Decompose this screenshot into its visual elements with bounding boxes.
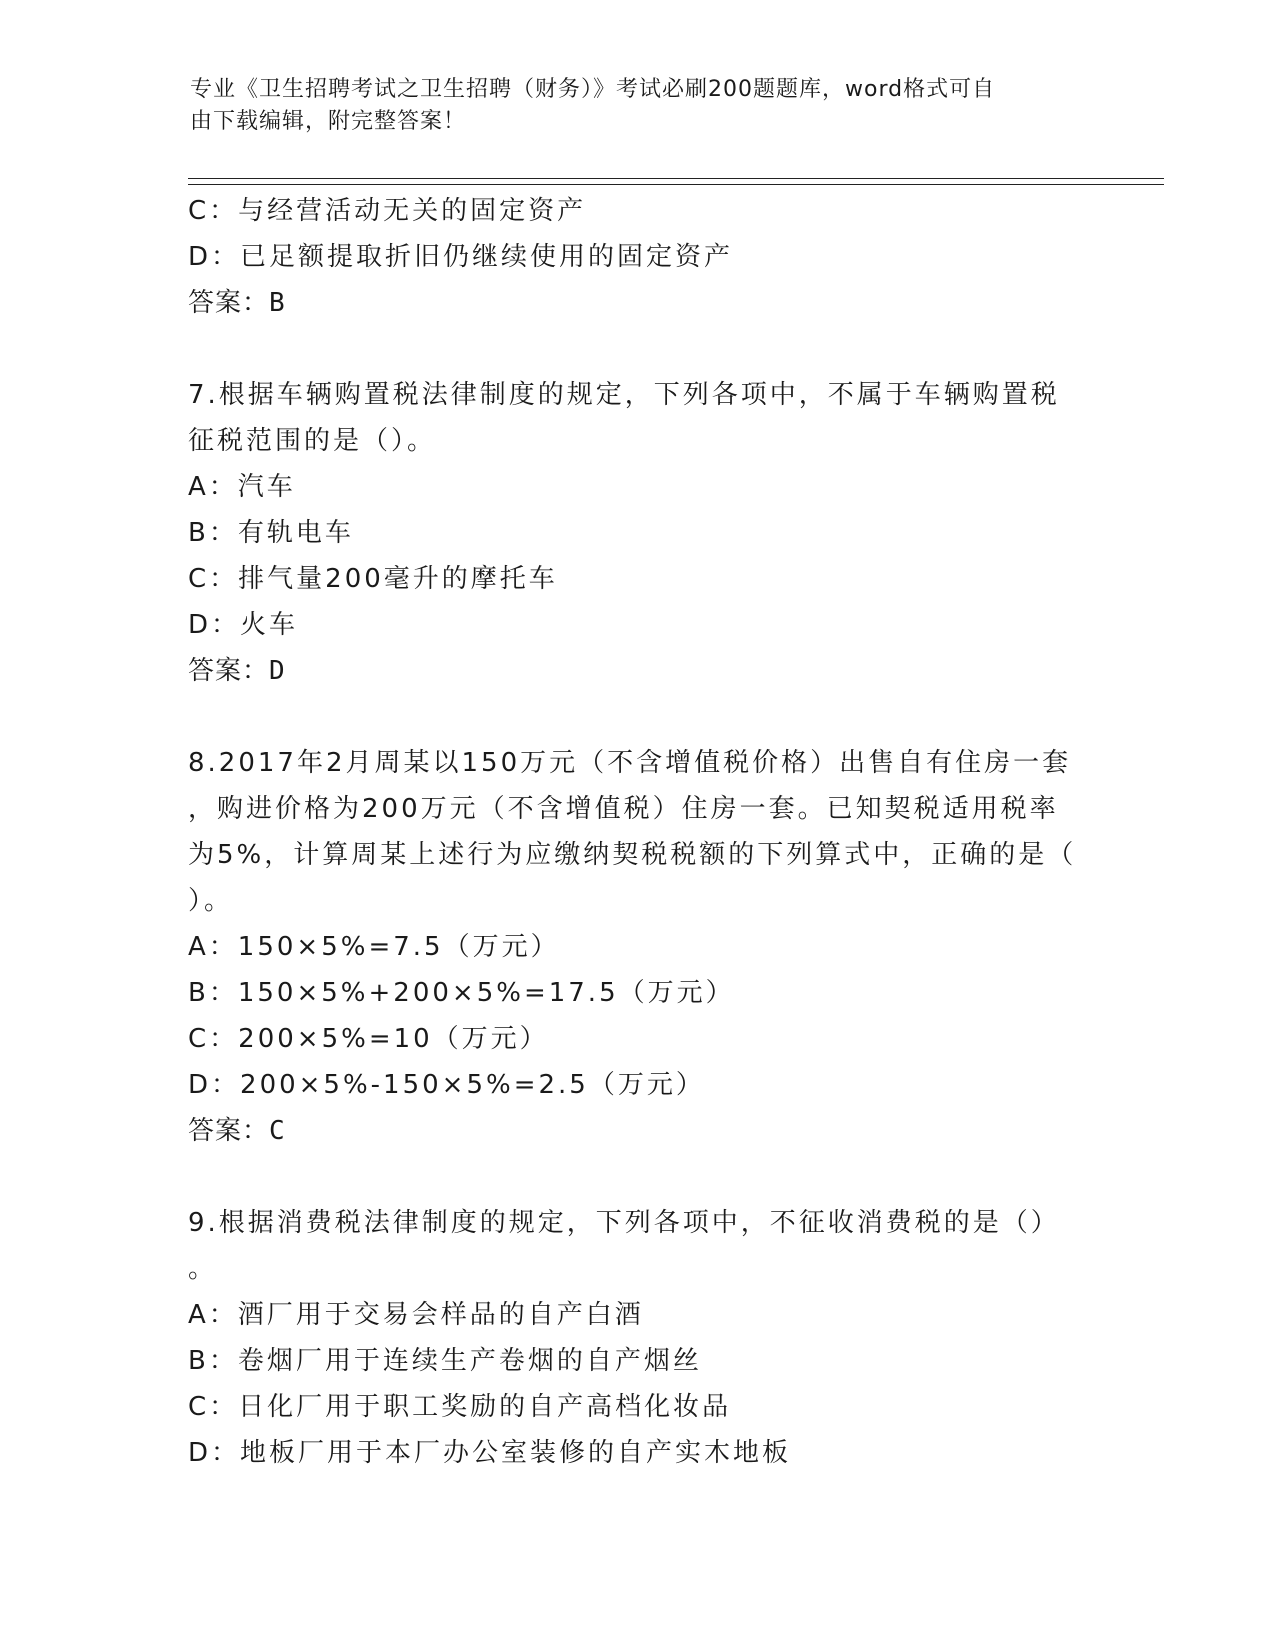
option-b: B：150×5%+200×5%=17.5（万元）: [188, 978, 735, 1008]
header-line-2: 由下载编辑，附完整答案！: [190, 109, 467, 134]
question-stem: 为5%，计算周某上述行为应缴纳契税税额的下列算式中，正确的是（: [188, 840, 1077, 870]
question-stem: ）。: [188, 886, 234, 916]
option-b: B：卷烟厂用于连续生产卷烟的自产烟丝: [188, 1346, 702, 1376]
question-list: [188, 188, 1088, 1476]
answer-line: 答案：C: [188, 1116, 286, 1146]
question-stem: 征税范围的是（）。: [188, 426, 437, 456]
option-a: A：酒厂用于交易会样品的自产白酒: [188, 1300, 644, 1330]
document-header: [190, 74, 1070, 138]
option-d: D：地板厂用于本厂办公室装修的自产实木地板: [188, 1438, 792, 1468]
question-stem: 8.2017年2月周某以150万元（不含增值税价格）出售自有住房一套: [188, 748, 1072, 778]
answer-line: 答案：B: [188, 288, 286, 318]
header-divider-top: [188, 178, 1164, 179]
question-stem: 。: [188, 1254, 218, 1284]
question-8: [188, 740, 1088, 1154]
question-stem: 9.根据消费税法律制度的规定，下列各项中，不征收消费税的是（）: [188, 1208, 1060, 1238]
option-c: C：排气量200毫升的摩托车: [188, 564, 558, 594]
question-stem: 7.根据车辆购置税法律制度的规定，下列各项中，不属于车辆购置税: [188, 380, 1060, 410]
question-stem: ，购进价格为200万元（不含增值税）住房一套。已知契税适用税率: [188, 794, 1059, 824]
option-c: C：与经营活动无关的固定资产: [188, 196, 587, 226]
header-divider-bottom: [188, 184, 1164, 185]
option-d: D：已足额提取折旧仍继续使用的固定资产: [188, 242, 734, 272]
option-c: C：200×5%=10（万元）: [188, 1024, 549, 1054]
question-gap: [188, 1154, 1088, 1200]
option-b: B：有轨电车: [188, 518, 354, 548]
question-9: [188, 1200, 1088, 1476]
question-gap: [188, 326, 1088, 372]
option-a: A：汽车: [188, 472, 296, 502]
option-a: A：150×5%=7.5（万元）: [188, 932, 560, 962]
header-line-1: 专业《卫生招聘考试之卫生招聘（财务）》考试必刷200题题库，word格式可自: [190, 77, 996, 102]
question-gap: [188, 694, 1088, 740]
question-7: [188, 372, 1088, 694]
option-c: C：日化厂用于职工奖励的自产高档化妆品: [188, 1392, 732, 1422]
option-d: D：200×5%-150×5%=2.5（万元）: [188, 1070, 705, 1100]
answer-line: 答案：D: [188, 656, 286, 686]
question-6-tail: [188, 188, 1088, 326]
option-d: D：火车: [188, 610, 299, 640]
